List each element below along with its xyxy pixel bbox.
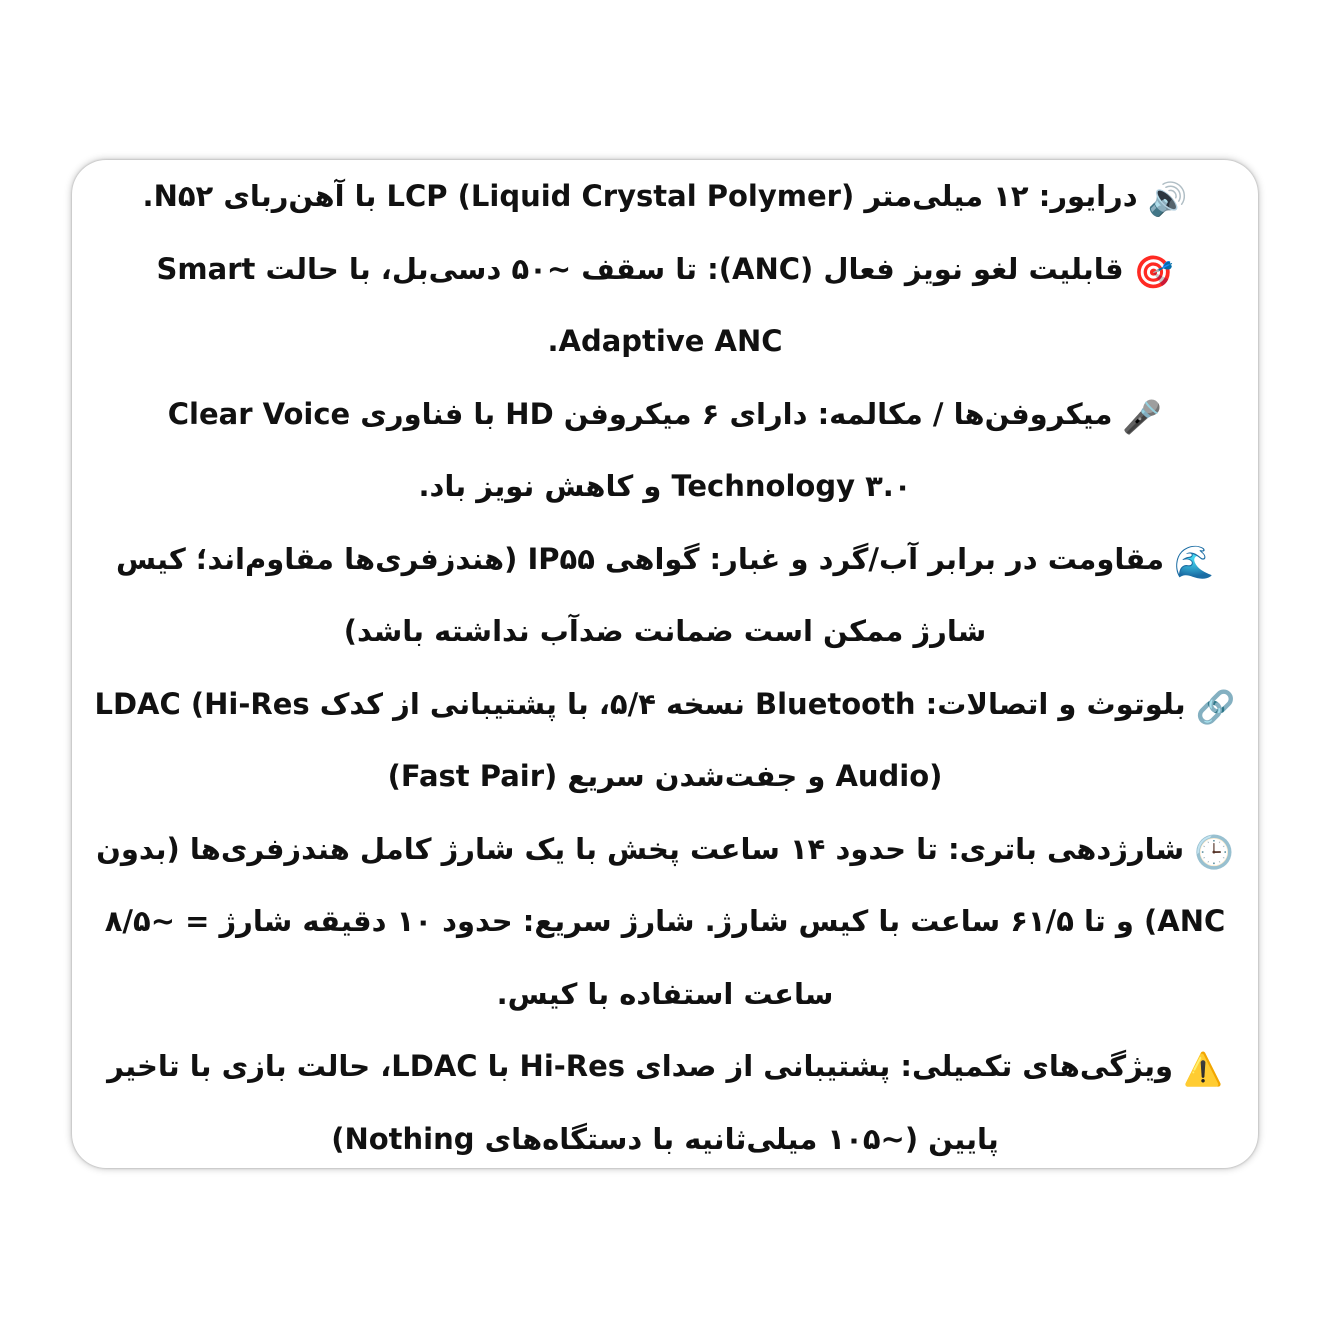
spec-text-extras: ویژگی‌های تکمیلی: پشتیبانی از صدای Hi-Res با LDAC، حالت بازی با تاخیر پایین (~۱۰۵ میلی‌ثانیه با دستگاه‌های Nothing): [107, 1049, 1174, 1156]
speaker-icon: 🔊: [1147, 180, 1188, 218]
specs-card: [72, 160, 1258, 1168]
spec-item-extras: [94, 1030, 1236, 1168]
spec-text-microphones: میکروفن‌ها / مکالمه: دارای ۶ میکروفن HD با فناوری Clear Voice Technology ۳.۰ و کاهش نویز باد.: [167, 396, 1113, 503]
microphone-icon: 🎤: [1122, 397, 1163, 436]
spec-text-water-resistance: مقاومت در برابر آب/گرد و غبار: گواهی IP۵۵ (هندزفری‌ها مقاوم‌اند؛ کیس شارژ ممکن است ضمانت ضدآب نداشته باشد): [116, 541, 1165, 648]
spec-text-bluetooth: بلوتوث و اتصالات: Bluetooth نسخه ۵/۴، با پشتیبانی از کدک LDAC (Hi-Res Audio) و جفت‌شدن سریع (Fast Pair): [94, 686, 1186, 793]
spec-item-bluetooth: [94, 668, 1236, 813]
spec-text-battery: شارژدهی باتری: تا حدود ۱۴ ساعت پخش با یک شارژ کامل هندزفری‌ها (بدون ANC) و تا ۶۱/۵ ساعت با کیس شارژ. شارژ سریع: حدود ۱۰ دقیقه شارژ = ~۸/۵ ساعت استفاده با کیس.: [96, 831, 1226, 1011]
spec-text-driver: درایور: ۱۲ میلی‌متر (Liquid Crystal Polymer) LCP با آهن‌ربای N۵۲.: [142, 179, 1138, 213]
spec-item-anc: [94, 233, 1236, 378]
spec-text-anc: قابلیت لغو نویز فعال (ANC): تا سقف ~۵۰ دسی‌بل، با حالت Smart Adaptive ANC.: [156, 251, 1124, 358]
spec-item-battery: [94, 813, 1236, 1031]
spec-item-driver: [94, 160, 1236, 233]
link-icon: 🔗: [1195, 687, 1236, 726]
water-wave-icon: 🌊: [1174, 542, 1214, 581]
spec-item-water-resistance: [94, 523, 1236, 668]
spec-item-microphones: [94, 378, 1236, 523]
target-icon: 🎯: [1133, 252, 1174, 291]
warning-icon: ⚠️: [1183, 1050, 1223, 1088]
clock-icon: 🕒: [1194, 832, 1234, 871]
spec-list: [94, 160, 1236, 1168]
